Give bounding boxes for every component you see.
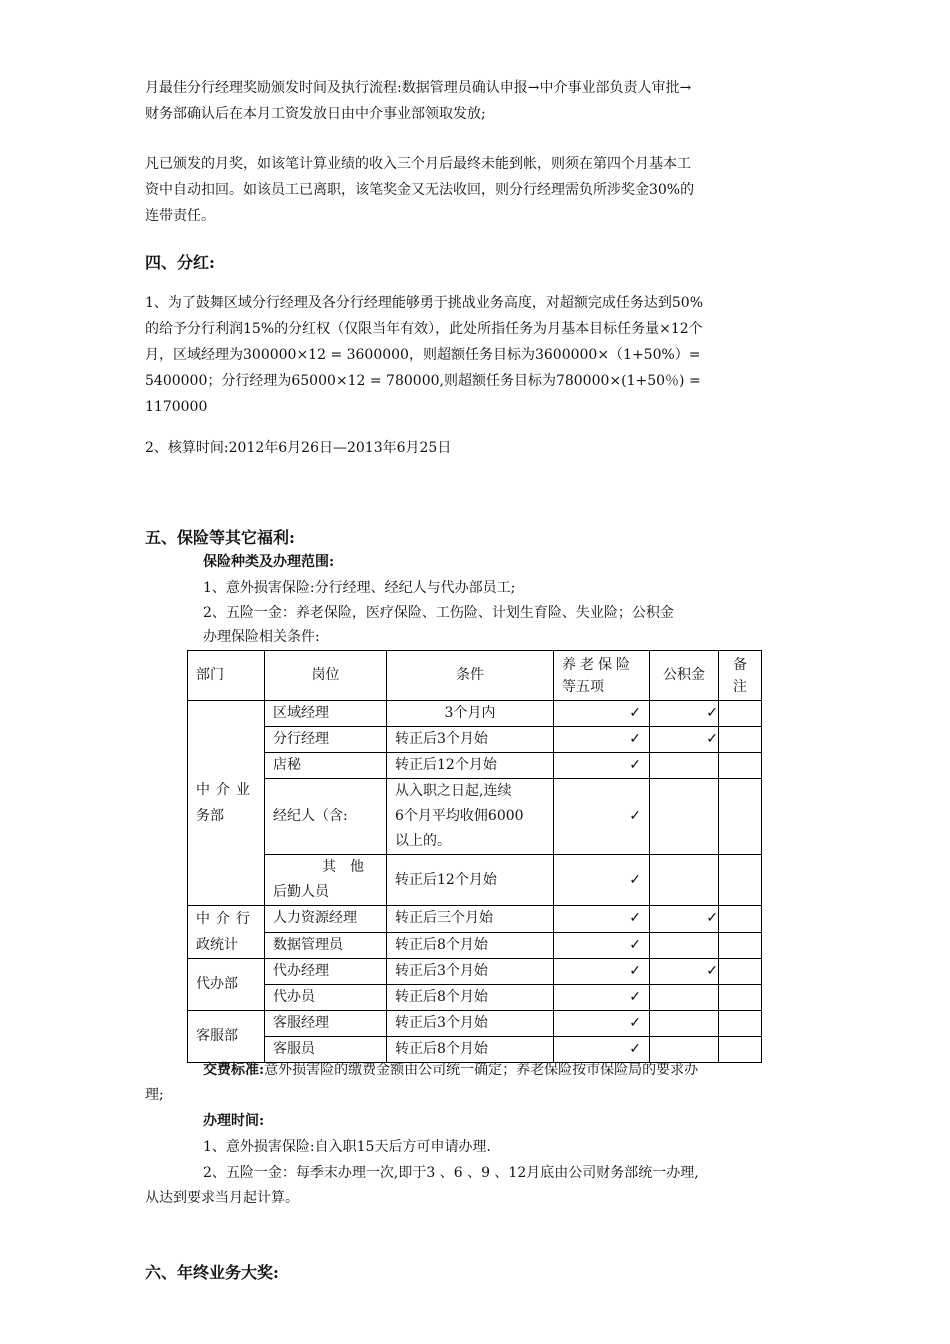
handling-time-1: 1、意外损害保险:自入职15天后方可申请办理.	[203, 1139, 491, 1155]
condition-cell: 3个月内	[387, 701, 554, 727]
position-cell: 分行经理	[265, 727, 387, 753]
handling-time-2: 2、五险一金：每季末办理一次,即于3 、6 、9 、12月底由公司财务部统一办理,	[203, 1165, 699, 1181]
condition-line: 6个月平均收佣6000	[395, 808, 524, 824]
note-cell	[719, 959, 762, 985]
award-process-paragraph	[145, 75, 810, 127]
fund-cell	[650, 1011, 719, 1037]
condition-line: 以上的。	[395, 833, 451, 849]
header-condition: 条件	[387, 651, 554, 701]
check-icon: ✓	[554, 1011, 650, 1037]
fee-text: 意外损害险的缴费金额由公司统一确定；养老保险按市保险局的要求办	[264, 1062, 699, 1078]
insurance-scope-1: 1、意外损害保险:分行经理、经纪人与代办部员工;	[203, 580, 516, 596]
check-icon: ✓	[554, 932, 650, 959]
table-row	[188, 985, 762, 1011]
text-line: 财务部确认后在本月工资发放日由中介事业部领取发放;	[145, 106, 486, 122]
header-dept: 部门	[188, 651, 265, 701]
clawback-paragraph	[145, 151, 810, 229]
insurance-scope-heading: 保险种类及办理范围:	[203, 554, 335, 570]
condition-cell: 转正后12个月始	[387, 855, 554, 906]
header-pension-line1: 养老保险	[562, 656, 634, 673]
header-note-line1: 备	[733, 656, 747, 673]
table-row	[188, 906, 762, 933]
text-line: 月，区域经理为300000×12 = 3600000，则超额任务目标为3600000×（1+50%）=	[145, 347, 701, 363]
position-cell	[265, 855, 387, 906]
check-icon: ✓	[554, 1037, 650, 1063]
position-cell: 店秘	[265, 753, 387, 779]
table-row	[188, 855, 762, 906]
position-cell: 经纪人（含:	[265, 779, 387, 855]
text-line: 资中自动扣回。如该员工已离职，该笔奖金又无法收回，则分行经理需负所涉奖金30%的	[145, 182, 695, 198]
section-6-heading: 六、年终业务大奖:	[145, 1263, 279, 1282]
dept-line: 中介业	[196, 782, 256, 798]
header-pension-line2: 等五项	[562, 678, 604, 695]
conditions-heading: 办理保险相关条件:	[203, 629, 320, 645]
table-row	[188, 1011, 762, 1037]
position-line: 后勤人员	[273, 884, 329, 900]
header-note-line2: 注	[733, 678, 747, 695]
fund-cell	[650, 753, 719, 779]
check-icon: ✓	[554, 701, 650, 727]
dividend-paragraph	[145, 290, 810, 420]
check-icon: ✓	[554, 779, 650, 855]
check-icon: ✓	[554, 727, 650, 753]
text-line: 连带责任。	[145, 208, 215, 224]
dept-line: 政统计	[196, 937, 238, 953]
note-cell	[719, 701, 762, 727]
text-line: 凡已颁发的月奖，如该笔计算业绩的收入三个月后最终未能到帐，则须在第四个月基本工	[145, 156, 691, 172]
condition-cell: 转正后3个月始	[387, 727, 554, 753]
dept-cell: 代办部	[188, 959, 265, 1011]
check-icon: ✓	[650, 701, 719, 727]
note-cell	[719, 932, 762, 959]
note-cell	[719, 906, 762, 933]
note-cell	[719, 779, 762, 855]
text-line: 1170000	[145, 399, 208, 415]
accounting-period: 2、核算时间:2012年6月26日—2013年6月25日	[145, 440, 452, 456]
position-cell: 客服经理	[265, 1011, 387, 1037]
position-line: 其他	[322, 859, 378, 875]
section-4-heading: 四、分红:	[145, 253, 215, 272]
note-cell	[719, 1011, 762, 1037]
check-icon: ✓	[554, 959, 650, 985]
dept-cell	[188, 701, 265, 906]
table-row	[188, 701, 762, 727]
text-line: 1、为了鼓舞区域分行经理及各分行经理能够勇于挑战业务高度，对超额完成任务达到50%	[145, 295, 704, 311]
condition-cell: 转正后8个月始	[387, 985, 554, 1011]
fund-cell	[650, 779, 719, 855]
position-cell: 代办员	[265, 985, 387, 1011]
condition-cell: 转正后三个月始	[387, 906, 554, 933]
condition-cell: 转正后8个月始	[387, 932, 554, 959]
note-cell	[719, 985, 762, 1011]
dept-cell	[188, 906, 265, 959]
table-row	[188, 753, 762, 779]
insurance-conditions-table	[187, 650, 762, 1063]
fee-standard	[203, 1057, 808, 1083]
position-cell: 客服员	[265, 1037, 387, 1063]
insurance-scope-2: 2、五险一金：养老保险，医疗保险、工伤险、计划生育险、失业险；公积金	[203, 605, 674, 621]
text-line: 5400000；分行经理为65000×12 = 780000,则超额任务目标为780000×(1+50％) =	[145, 373, 701, 389]
handling-time-2-cont: 从达到要求当月起计算。	[145, 1190, 299, 1206]
position-cell: 数据管理员	[265, 932, 387, 959]
header-note	[719, 651, 762, 701]
fund-cell	[650, 985, 719, 1011]
condition-cell: 转正后3个月始	[387, 959, 554, 985]
table-row	[188, 779, 762, 855]
fund-cell	[650, 932, 719, 959]
condition-cell	[387, 779, 554, 855]
check-icon: ✓	[650, 959, 719, 985]
header-pension	[554, 651, 650, 701]
condition-cell: 转正后12个月始	[387, 753, 554, 779]
text-line: 月最佳分行经理奖励颁发时间及执行流程:数据管理员确认申报→中介事业部负责人审批→	[145, 80, 692, 96]
condition-line: 从入职之日起,连续	[395, 783, 512, 799]
check-icon: ✓	[650, 906, 719, 933]
note-cell	[719, 855, 762, 906]
note-cell	[719, 727, 762, 753]
text-line: 的给予分行利润15%的分红权（仅限当年有效），此处所指任务为月基本目标任务量×12个	[145, 321, 703, 337]
position-cell: 区域经理	[265, 701, 387, 727]
dept-cell: 客服部	[188, 1011, 265, 1063]
table-row	[188, 959, 762, 985]
fee-label: 交费标准:	[203, 1062, 265, 1078]
table-header-row	[188, 651, 762, 701]
dept-line: 中介行	[196, 911, 256, 927]
condition-cell: 转正后8个月始	[387, 1037, 554, 1063]
condition-cell: 转正后3个月始	[387, 1011, 554, 1037]
section-5-heading: 五、保险等其它福利:	[145, 528, 295, 547]
dept-line: 务部	[196, 808, 224, 824]
note-cell	[719, 753, 762, 779]
check-icon: ✓	[554, 855, 650, 906]
position-cell: 人力资源经理	[265, 906, 387, 933]
table-row	[188, 932, 762, 959]
check-icon: ✓	[554, 906, 650, 933]
fee-standard-cont: 理;	[145, 1087, 164, 1103]
fund-cell	[650, 855, 719, 906]
handling-time-heading: 办理时间:	[203, 1113, 265, 1129]
header-fund: 公积金	[650, 651, 719, 701]
check-icon: ✓	[554, 985, 650, 1011]
header-position: 岗位	[265, 651, 387, 701]
check-icon: ✓	[650, 727, 719, 753]
check-icon: ✓	[554, 753, 650, 779]
table-row	[188, 727, 762, 753]
position-cell: 代办经理	[265, 959, 387, 985]
